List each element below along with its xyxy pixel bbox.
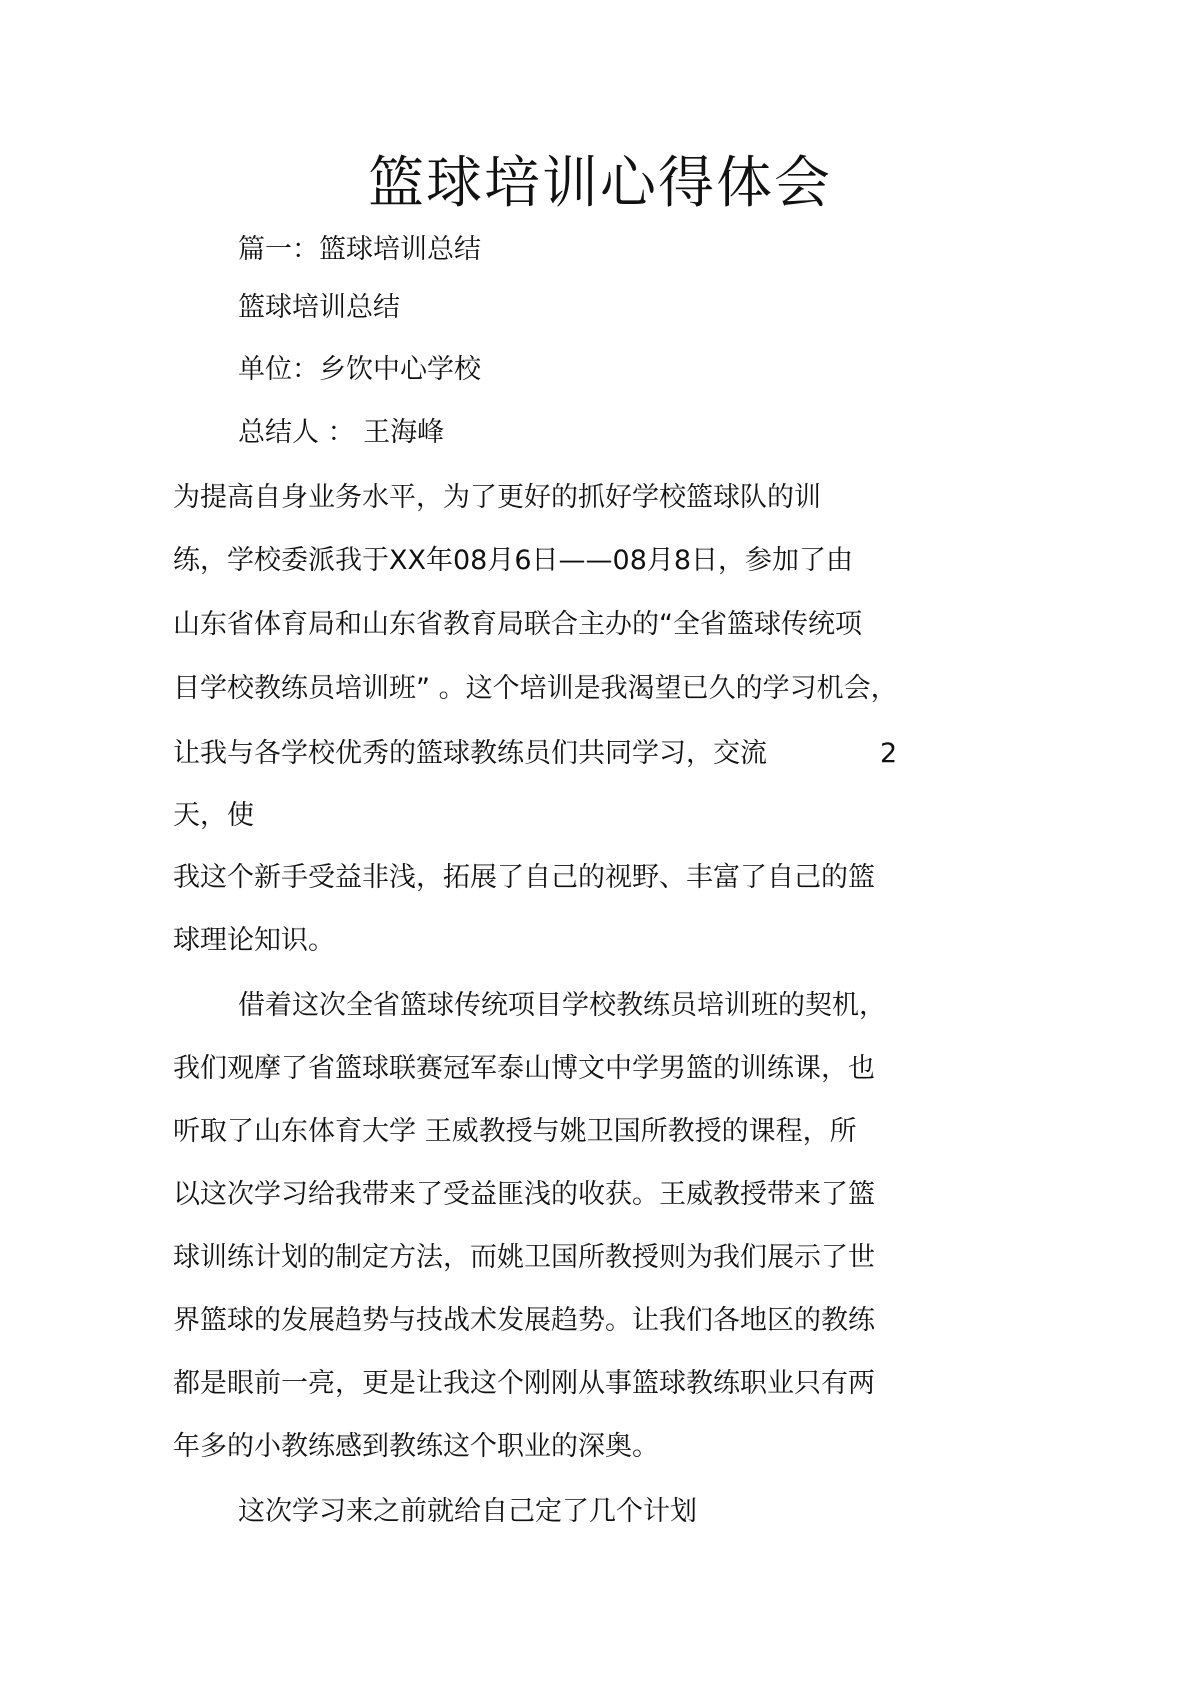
- paragraph-line: 山东省体育局和山东省教育局联合主办的“全省篮球传统项: [173, 609, 862, 640]
- paragraph-line: 年多的小教练感到教练这个职业的深奥。: [173, 1431, 659, 1462]
- section-heading: 篇一：篮球培训总结: [238, 234, 481, 265]
- paragraph-line: 我们观摩了省篮球联赛冠军泰山博文中学男篮的训练课，也: [173, 1053, 875, 1084]
- paragraph-line: 为提高自身业务水平，为了更好的抓好学校篮球队的训: [173, 482, 821, 513]
- paragraph-line: 以这次学习给我带来了受益匪浅的收获。王威教授带来了篮: [173, 1179, 875, 1210]
- paragraph-line: 球训练计划的制定方法，而姚卫国所教授则为我们展示了世: [173, 1242, 875, 1273]
- document-title: 篮球培训心得体会: [368, 151, 832, 216]
- paragraph-line: 目学校教练员培训班” 。这个培训是我渴望已久的学习机会，: [173, 673, 898, 704]
- unit-line: 单位：乡饮中心学校: [238, 354, 481, 385]
- paragraph-line: 都是眼前一亮，更是让我这个刚刚从事篮球教练职业只有两: [173, 1368, 875, 1399]
- paragraph-line: 球理论知识。: [173, 925, 335, 956]
- paragraph-line: 让我与各学校优秀的篮球教练员们共同学习，交流: [173, 738, 767, 769]
- author-line: 总结人 ： 王海峰: [238, 417, 445, 448]
- paragraph-line: 天，使: [173, 800, 254, 831]
- day-count-number: 2: [880, 738, 898, 769]
- paragraph-line: 借着这次全省篮球传统项目学校教练员培训班的契机，: [238, 990, 886, 1021]
- paragraph-line: 这次学习来之前就给自己定了几个计划: [238, 1496, 697, 1527]
- paragraph-line: 听取了山东体育大学 王威教授与姚卫国所教授的课程，所: [173, 1116, 857, 1147]
- paragraph-line: 练，学校委派我于XX年08月6日——08月8日，参加了由: [173, 545, 854, 576]
- paragraph-line: 界篮球的发展趋势与技战术发展趋势。让我们各地区的教练: [173, 1305, 875, 1336]
- paragraph-line: 我这个新手受益非浅，拓展了自己的视野、丰富了自己的篮: [173, 862, 875, 893]
- sub-heading: 篮球培训总结: [238, 292, 400, 323]
